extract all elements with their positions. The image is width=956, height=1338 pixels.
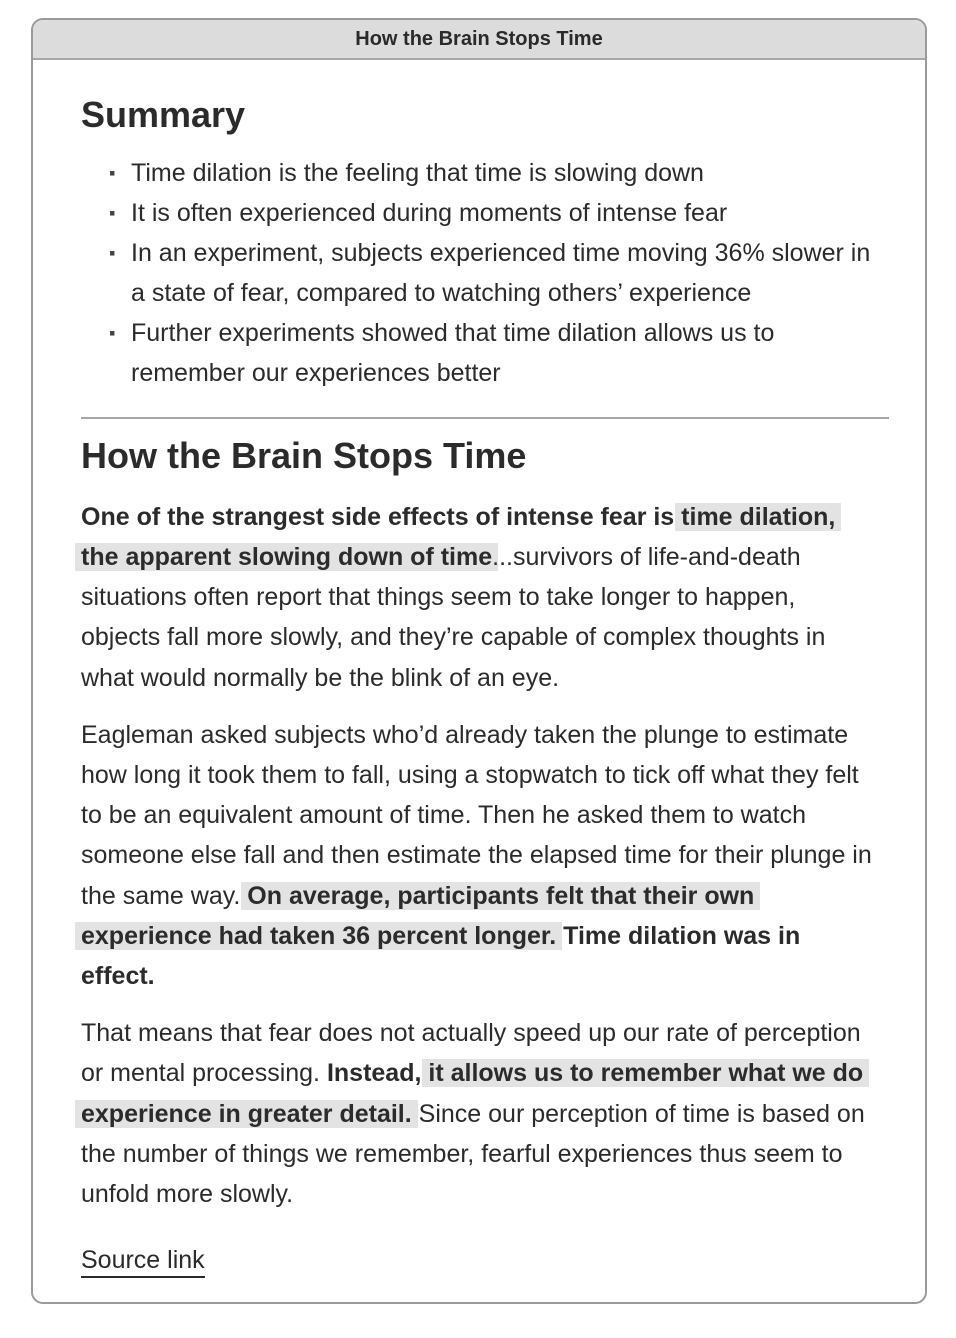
paragraph-text: That means that fear does not actually speed up our rate of perception or mental processing. <box>81 1019 861 1088</box>
document-window <box>31 18 927 1304</box>
highlighted-text: time dilation, the apparent slowing down of time <box>81 502 836 571</box>
highlighted-text: it allows us to remember what we do experience in greater detail. <box>81 1059 864 1128</box>
article-paragraph-1 <box>81 497 879 698</box>
square-bullet-icon: ▪ <box>109 323 116 344</box>
article-paragraph-2 <box>81 715 879 996</box>
article-paragraph-3 <box>81 1013 879 1214</box>
summary-item-text: In an experiment, subjects experienced time moving 36% slower in a state of fear, compared to watching others’ experience <box>131 239 871 308</box>
bold-lead-text: Instead, <box>326 1059 429 1088</box>
bold-lead-text: One of the strangest side effects of intense fear is <box>81 502 682 531</box>
summary-item <box>109 233 879 313</box>
source-link[interactable]: Source link <box>81 1245 205 1278</box>
paragraph-text: Since our perception of time is based on the number of things we remember, fearful experiences thus seem to unfold more slowly. <box>81 1099 865 1209</box>
paragraph-text: Eagleman asked subjects who’d already taken the plunge to estimate how long it took them to fall, using a stopwatch to tick off what they felt to be an equivalent amount of time. Then he asked them to watch someone else fall and then estimate the elapsed time for their plunge in the same way. <box>81 720 872 910</box>
window-titlebar <box>33 20 925 60</box>
summary-heading: Summary <box>81 94 246 135</box>
window-title: How the Brain Stops Time <box>355 27 603 50</box>
summary-item <box>109 313 879 393</box>
summary-item-text: It is often experienced during moments of intense fear <box>131 199 728 228</box>
bold-tail-text: Time dilation was in effect. <box>81 921 801 991</box>
paragraph-text: ...survivors of life-and-death situations often report that things seem to take longer to happen, objects fall more slowly, and they’re capable of complex thoughts in what would normally be the blink of an eye. <box>81 542 826 692</box>
square-bullet-icon: ▪ <box>109 163 116 184</box>
section-divider <box>81 417 889 419</box>
square-bullet-icon: ▪ <box>109 243 116 264</box>
summary-item-text: Time dilation is the feeling that time is slowing down <box>131 159 704 188</box>
square-bullet-icon: ▪ <box>109 203 116 224</box>
highlighted-text: On average, participants felt that their own experience had taken 36 percent longer. <box>81 881 755 950</box>
summary-item <box>109 193 879 233</box>
article-heading: How the Brain Stops Time <box>81 435 527 477</box>
summary-list <box>81 153 879 393</box>
summary-item-text: Further experiments showed that time dilation allows us to remember our experiences better <box>131 319 775 388</box>
document-content <box>33 60 925 1278</box>
summary-item <box>109 153 879 193</box>
